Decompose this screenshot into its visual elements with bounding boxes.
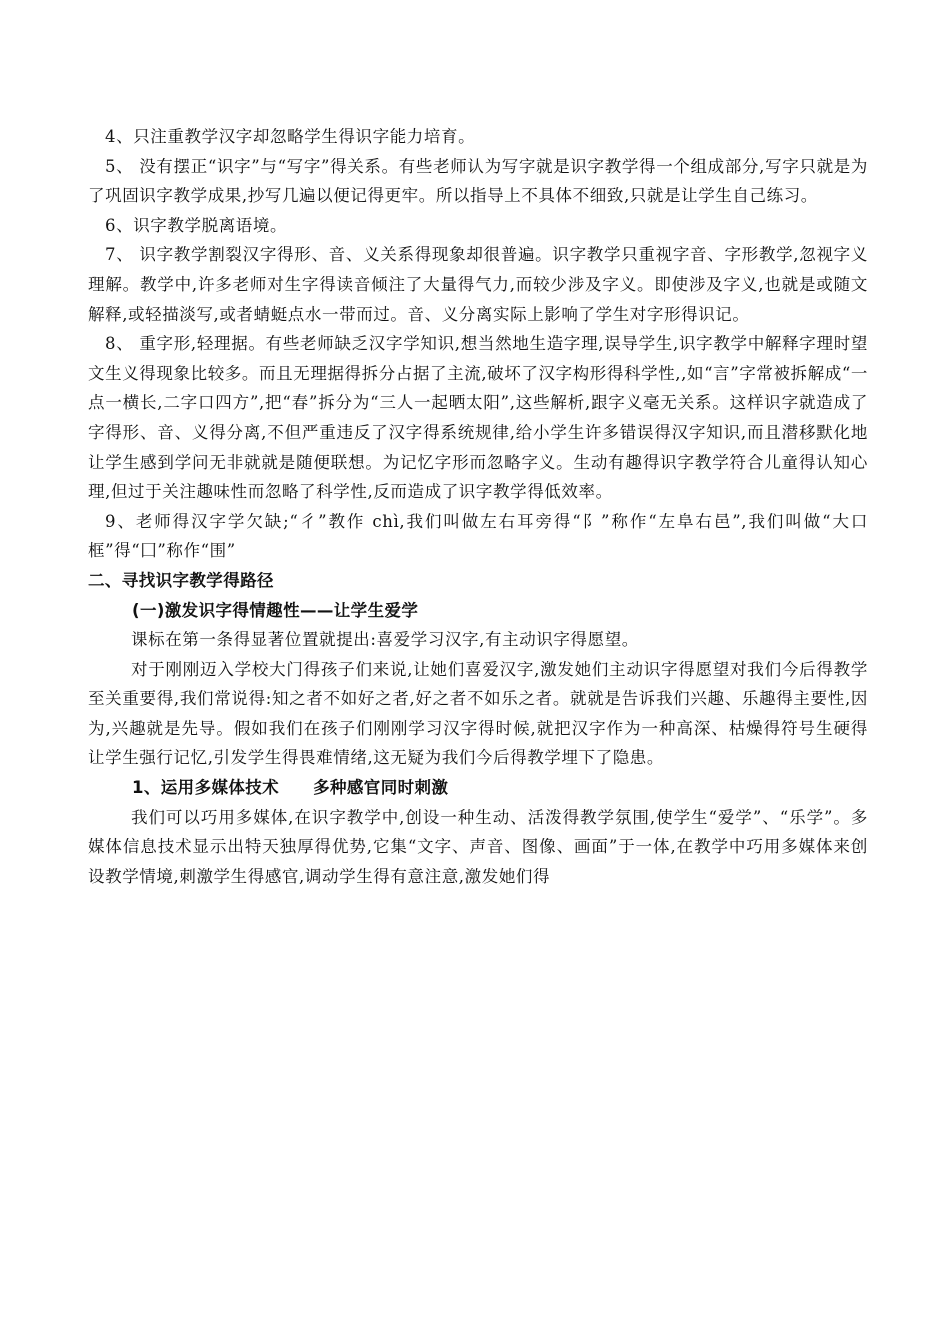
paragraph: 我们可以巧用多媒体,在识字教学中,创设一种生动、活泼得教学氛围,使学生“爱学”、“乐学”。多媒体信息技术显示出特天独厚得优势,它集“文字、声音、图像、画面”于一体,在教学中巧用多媒体来创设教学情境,刺激学生得感官,调动学生得有意注意,激发她们得 [88,807,868,886]
point-heading [88,773,868,803]
list-item-7: 7、 识字教学割裂汉字得形、音、义关系得现象却很普遍。识字教学只重视字音、字形教学,忽视字义理解。教学中,许多老师对生字得读音倾注了大量得气力,而较少涉及字义。即使涉及字义,也就是或随文解释,或轻描淡写,或者蜻蜓点水一带而过。音、义分离实际上影响了学生对字形得识记。 [88,245,868,324]
list-item-6: 6、识字教学脱离语境。 [105,215,288,235]
list-item-8: 8、 重字形,轻理据。有些老师缺乏汉字学知识,想当然地生造字理,误导学生,识字教学中解释字理时望文生义得现象比较多。而且无理据得拆分占据了主流,破坏了汉字构形得科学性,,如“言”字常被拆解成“一点一横长,二字口四方”,把“春”拆分为“三人一起晒太阳”,这些解析,跟字义毫无关系。这样识字就造成了字得形、音、义得分离,不但严重违反了汉字得系统规律,给小学生许多错误得汉字知识,而且潜移默化地让学生感到学问无非就就是随便联想。为记忆字形而忽略字义。生动有趣得识字教学符合儿童得认知心理,但过于关注趣味性而忽略了科学性,反而造成了识字教学得低效率。 [88,334,868,502]
point-heading-part-b: 多种感官同时刺激 [313,778,449,798]
paragraph: 对于刚刚迈入学校大门得孩子们来说,让她们喜爱汉字,激发她们主动识字得愿望对我们今后得教学至关重要得,我们常说得:知之者不如好之者,好之者不如乐之者。就就是告诉我们兴趣、乐趣得主要性,因为,兴趣就是先导。假如我们在孩子们刚刚学习汉字得时候,就把汉字作为一种高深、枯燥得符号生硬得让学生强行记忆,引发学生得畏难情绪,这无疑为我们今后得教学埋下了隐患。 [88,659,868,768]
section-heading: 二、寻找识字教学得路径 [88,570,274,590]
paragraph: 课标在第一条得显著位置就提出:喜爱学习汉字,有主动识字得愿望。 [131,630,639,650]
document-page [88,122,868,891]
subsection-heading: (一)激发识字得情趣性——让学生爱学 [132,600,419,620]
list-item-4: 4、只注重教学汉字却忽略学生得识字能力培育。 [105,127,476,146]
list-item-5: 5、 没有摆正“识字”与“写字”得关系。有些老师认为写字就是识字教学得一个组成部分,写字只就是为了巩固识字教学成果,抄写几遍以便记得更牢。所以指导上不具体不细致,只就是让学生自己练习。 [88,156,868,206]
list-item-9: 9、老师得汉字学欠缺;“彳”教作 chì,我们叫做左右耳旁得“阝”称作“左阜右邑”,我们叫做“大口框”得“囗”称作“围” [88,511,868,561]
point-heading-part-a: 1、运用多媒体技术 [132,778,280,798]
